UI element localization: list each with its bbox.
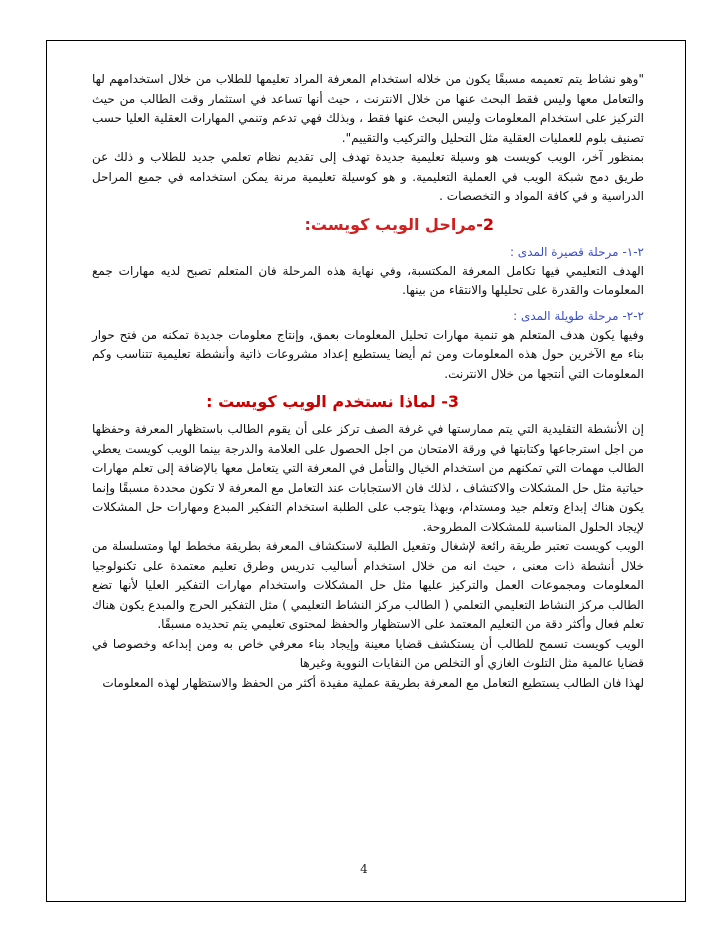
section-3-paragraph: الويب كويست تسمح للطالب أن يستكشف قضايا معينة وإيجاد بناء معرفي خاص به ومن إبداعه وخصوصا في قضايا عالمية مثل التلوث الغازي أو التخلص من النفايات النووية وغيرها: [92, 636, 644, 670]
section-3-title: لماذا نستخدم الويب كويست :: [206, 392, 436, 411]
document-body: [92, 70, 644, 693]
section-2-title: مراحل الويب كويست:: [304, 214, 477, 234]
long-term-stage-heading: ٢-٢- مرحلة طويلة المدى :: [513, 308, 644, 323]
section-3-paragraph: لهذا فان الطالب يستطيع التعامل مع المعرفة بطريقة عملية مفيدة أكثر من الحفظ والاستظهار لهذه المعلومات: [102, 675, 644, 690]
section-2-heading: [92, 213, 644, 237]
section-3-heading: [92, 390, 644, 414]
intro-definition-paragraph: بمنظور آخر، الويب كويست هو وسيلة تعليمية جديدة تهدف إلى تقديم نظام تعلمي جديد للطلاب و ذلك عن طريق دمج شبكة الويب في العملية التعليمية. و هو كوسيلة تعليمية مرنة يمكن استخدامه في جميع المراحل الدراسية و في كافة المواد و التخصصات .: [92, 150, 644, 203]
section-2-number: 2-: [476, 214, 494, 234]
intro-quote-paragraph: "وهو نشاط يتم تعميمه مسبقًا يكون من خلاله استخدام المعرفة المراد تعليمها للطلاب من خلال استخدامهم لها والتعامل معها وليس فقط البحث عنها من خلال الانترنت ، حيث أنها تساعد في استثمار وقت الطالب من حيث التركيز على استخدام المعلومات وليس البحث عنها فقط ، وبذلك فهي تدعم وتنمي المهارات العقلية العليا حسب تصنيف بلوم للعمليات العقلية مثل التحليل والتركيب والتقييم".: [92, 72, 644, 145]
section-3-number: 3-: [441, 392, 459, 411]
section-3-paragraph: الويب كويست تعتبر طريقة رائعة لإشغال وتفعيل الطلبة لاستكشاف المعرفة بطريقة مخطط لها ومتسلسلة من خلال أنشطة ذات معنى ، حيث انه من خلال استخدام أساليب تدريس وطرق تعليم معتمدة على تكنولوجيا المعلومات ومجموعات العمل والتركيز عليها مثل حل المشكلات واستخدام مهارات التفكير العليا لأنها تضع الطالب مركز النشاط التعليمي التعلمي ( الطالب مركز النشاط التعليمي ) مثل التفكير الحرج والمبدع يكون هناك تعلم فعال وأكثر دقة من التعليم المعتمد على الاستظهار والحفظ لمحتوى تعليمي يتم تحديده مسبقًا.: [92, 539, 644, 631]
short-term-stage-text: الهدف التعليمي فيها تكامل المعرفة المكتسبة، وفي نهاية هذه المرحلة فان المتعلم تصبح لديه مهارات جمع المعلومات والقدرة على تحليلها والانتقاء من بينها.: [92, 263, 644, 297]
page-number: 4: [360, 862, 368, 876]
section-3-paragraph: إن الأنشطة التقليدية التي يتم ممارستها في غرفة الصف تركز على أن يقوم الطالب باستظهار المعرفة وحفظها من اجل استرجاعها وكتابتها في ورقة الامتحان من اجل الحصول على العلامة والدرجة بينما الويب كويست يعطي الطالب مهمات التي تمكنهم من استخدام الخيال والتأمل في المعرفة التي يتعامل معها بالإضافة إلى تعلم مهارات حياتية مثل حل المشكلات والاكتشاف ، لذلك فان الاستجابات عند التعامل مع المعرفة لا تكون محددة مسبقًا وإنما يكون هناك إبداع وتعلم جيد ومستدام، وبهذا يتوجب على الطلبة استخدام التفكير المبدع ومهارات حل المشكلات لإيجاد الحلول المناسبة للمشكلات المطروحة.: [92, 422, 644, 534]
short-term-stage-heading: ٢-١- مرحلة قصيرة المدى :: [509, 244, 644, 259]
long-term-stage-text: وفيها يكون هدف المتعلم هو تنمية مهارات تحليل المعلومات بعمق، وإنتاج معلومات جديدة تمكنه من فتح حوار بناء مع الآخرين حول هذه المعلومات ومن ثم أيضا يستطيع إعداد مشروعات ذاتية وأنشطة تعليمية تتناسب وكم المعلومات التي أنتجها من خلال الانترنت.: [92, 327, 644, 381]
